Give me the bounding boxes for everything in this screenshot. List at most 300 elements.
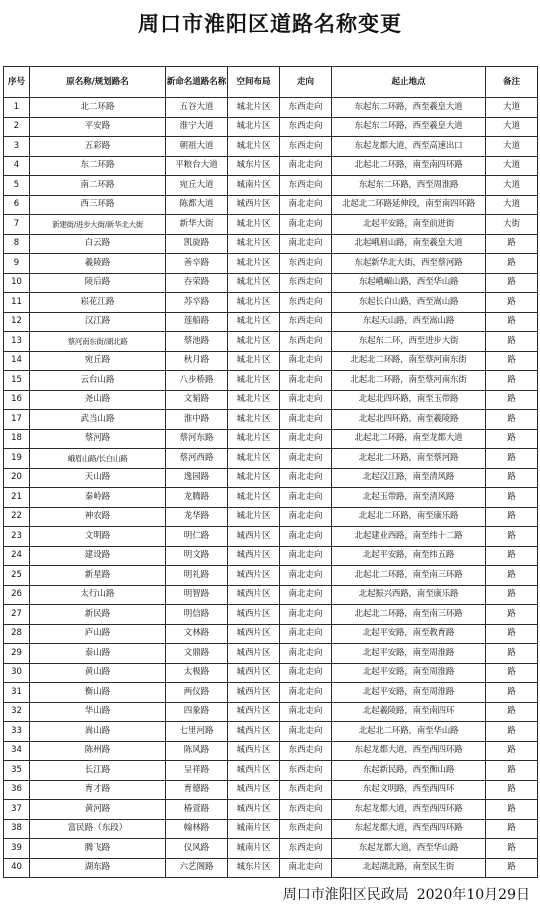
cell-endpoints: 东起新民路，西至衡山路 bbox=[332, 761, 486, 781]
cell-endpoints: 北起北二环路延伸段，南至南四环路 bbox=[332, 195, 486, 215]
header-old-name: 原名称/规划路名 bbox=[30, 67, 166, 98]
table-row bbox=[4, 858, 538, 878]
cell-endpoints: 东起龙都大道，西至西四环路 bbox=[332, 800, 486, 820]
cell-district: 城北片区 bbox=[228, 429, 280, 449]
cell-old-name: 华山路 bbox=[30, 702, 166, 722]
cell-new-name: 育德路 bbox=[166, 780, 228, 800]
cell-note: 路 bbox=[486, 644, 538, 664]
cell-note: 路 bbox=[486, 858, 538, 878]
cell-seq: 13 bbox=[4, 332, 30, 352]
cell-new-name: 明智路 bbox=[166, 585, 228, 605]
cell-endpoints: 北起羲陵路，南至南四环 bbox=[332, 702, 486, 722]
cell-note: 路 bbox=[486, 624, 538, 644]
cell-note: 路 bbox=[486, 839, 538, 859]
cell-note: 路 bbox=[486, 234, 538, 254]
cell-note: 路 bbox=[486, 780, 538, 800]
table-row bbox=[4, 800, 538, 820]
cell-direction: 南北走向 bbox=[280, 858, 332, 878]
cell-endpoints: 北起北二环路，南至蔡河南东街 bbox=[332, 351, 486, 371]
cell-note: 大街 bbox=[486, 215, 538, 235]
cell-note: 路 bbox=[486, 488, 538, 508]
header-seq: 序号 bbox=[4, 67, 30, 98]
table-row bbox=[4, 644, 538, 664]
cell-district: 城北片区 bbox=[228, 117, 280, 137]
cell-note: 路 bbox=[486, 429, 538, 449]
cell-new-name: 蔡河西路 bbox=[166, 449, 228, 469]
cell-endpoints: 北起平安路，南至周淮路 bbox=[332, 663, 486, 683]
cell-old-name: 泰山路 bbox=[30, 644, 166, 664]
table-row bbox=[4, 273, 538, 293]
table-row bbox=[4, 780, 538, 800]
table-row bbox=[4, 332, 538, 352]
cell-direction: 东西走向 bbox=[280, 800, 332, 820]
table-row bbox=[4, 605, 538, 625]
cell-direction: 东西走向 bbox=[280, 273, 332, 293]
table-row bbox=[4, 468, 538, 488]
cell-note: 路 bbox=[486, 566, 538, 586]
cell-direction: 南北走向 bbox=[280, 644, 332, 664]
cell-old-name: 神农路 bbox=[30, 507, 166, 527]
cell-new-name: 两仪路 bbox=[166, 683, 228, 703]
cell-note: 路 bbox=[486, 585, 538, 605]
cell-new-name: 七里河路 bbox=[166, 722, 228, 742]
cell-note: 路 bbox=[486, 371, 538, 391]
cell-old-name: 汉江路 bbox=[30, 312, 166, 332]
cell-direction: 南北走向 bbox=[280, 351, 332, 371]
cell-direction: 东西走向 bbox=[280, 332, 332, 352]
cell-new-name: 明文路 bbox=[166, 546, 228, 566]
table-row bbox=[4, 293, 538, 313]
cell-district: 城北片区 bbox=[228, 351, 280, 371]
cell-direction: 南北走向 bbox=[280, 527, 332, 547]
cell-seq: 36 bbox=[4, 780, 30, 800]
cell-district: 城北片区 bbox=[228, 137, 280, 157]
cell-old-name: 尧山路 bbox=[30, 390, 166, 410]
cell-district: 城北片区 bbox=[228, 312, 280, 332]
cell-seq: 29 bbox=[4, 644, 30, 664]
cell-new-name: 八步桥路 bbox=[166, 371, 228, 391]
cell-endpoints: 北起北二环路，南至南三环路 bbox=[332, 566, 486, 586]
cell-endpoints: 北起北四环路，南至玉带路 bbox=[332, 390, 486, 410]
cell-direction: 南北走向 bbox=[280, 546, 332, 566]
cell-seq: 20 bbox=[4, 468, 30, 488]
header-district: 空间布局 bbox=[228, 67, 280, 98]
cell-new-name: 五谷大道 bbox=[166, 98, 228, 118]
cell-direction: 东西走向 bbox=[280, 254, 332, 274]
cell-endpoints: 北起玉带路，南至清风路 bbox=[332, 488, 486, 508]
table-row bbox=[4, 351, 538, 371]
cell-direction: 南北走向 bbox=[280, 488, 332, 508]
cell-district: 城西片区 bbox=[228, 624, 280, 644]
cell-direction: 南北走向 bbox=[280, 371, 332, 391]
cell-old-name: 南二环路 bbox=[30, 176, 166, 196]
table-row bbox=[4, 585, 538, 605]
cell-note: 路 bbox=[486, 468, 538, 488]
cell-direction: 南北走向 bbox=[280, 449, 332, 469]
cell-endpoints: 北起建业西路，南至纬十二路 bbox=[332, 527, 486, 547]
cell-district: 城西片区 bbox=[228, 780, 280, 800]
cell-old-name: 庐山路 bbox=[30, 624, 166, 644]
cell-endpoints: 东起天山路，西至嵩山路 bbox=[332, 312, 486, 332]
cell-district: 城北片区 bbox=[228, 371, 280, 391]
cell-note: 路 bbox=[486, 741, 538, 761]
cell-old-name: 西三环路 bbox=[30, 195, 166, 215]
cell-endpoints: 东起龙都大道，西至西四环路 bbox=[332, 819, 486, 839]
cell-seq: 34 bbox=[4, 741, 30, 761]
cell-note: 大道 bbox=[486, 176, 538, 196]
cell-old-name: 宛丘路 bbox=[30, 351, 166, 371]
cell-old-name: 平安路 bbox=[30, 117, 166, 137]
cell-direction: 南北走向 bbox=[280, 390, 332, 410]
cell-endpoints: 东起新华北大街，西至蔡河路 bbox=[332, 254, 486, 274]
table-row bbox=[4, 566, 538, 586]
cell-seq: 28 bbox=[4, 624, 30, 644]
cell-seq: 21 bbox=[4, 488, 30, 508]
cell-endpoints: 东起长白山路，西至嵩山路 bbox=[332, 293, 486, 313]
table-row bbox=[4, 410, 538, 430]
table-row bbox=[4, 156, 538, 176]
cell-old-name: 秦岭路 bbox=[30, 488, 166, 508]
cell-district: 城西片区 bbox=[228, 683, 280, 703]
cell-new-name: 六艺阁路 bbox=[166, 858, 228, 878]
cell-new-name: 平粮台大道 bbox=[166, 156, 228, 176]
cell-seq: 3 bbox=[4, 137, 30, 157]
cell-district: 城西片区 bbox=[228, 605, 280, 625]
cell-note: 路 bbox=[486, 410, 538, 430]
cell-note: 路 bbox=[486, 761, 538, 781]
cell-seq: 11 bbox=[4, 293, 30, 313]
cell-district: 城北片区 bbox=[228, 390, 280, 410]
cell-new-name: 文韬路 bbox=[166, 390, 228, 410]
cell-old-name: 陈州路 bbox=[30, 741, 166, 761]
cell-endpoints: 东起文明路，西至西四环 bbox=[332, 780, 486, 800]
cell-new-name: 蔡河东路 bbox=[166, 429, 228, 449]
cell-old-name: 育才路 bbox=[30, 780, 166, 800]
cell-seq: 35 bbox=[4, 761, 30, 781]
cell-new-name: 善卒路 bbox=[166, 254, 228, 274]
cell-seq: 39 bbox=[4, 839, 30, 859]
cell-direction: 东西走向 bbox=[280, 137, 332, 157]
cell-new-name: 呈祥路 bbox=[166, 761, 228, 781]
table-row bbox=[4, 527, 538, 547]
cell-new-name: 新华大街 bbox=[166, 215, 228, 235]
cell-note: 路 bbox=[486, 683, 538, 703]
cell-direction: 东西走向 bbox=[280, 839, 332, 859]
cell-endpoints: 北起北二环路，南至龙都大道 bbox=[332, 429, 486, 449]
cell-seq: 33 bbox=[4, 722, 30, 742]
cell-seq: 5 bbox=[4, 176, 30, 196]
cell-district: 城北片区 bbox=[228, 468, 280, 488]
table-row bbox=[4, 507, 538, 527]
header-note: 备注 bbox=[486, 67, 538, 98]
table-row bbox=[4, 117, 538, 137]
cell-district: 城西片区 bbox=[228, 585, 280, 605]
cell-endpoints: 东起龙都大道，西至西四环路 bbox=[332, 741, 486, 761]
cell-old-name: 蔡河南东街/湖北路 bbox=[30, 332, 166, 352]
cell-old-name: 衡山路 bbox=[30, 683, 166, 703]
cell-direction: 东西走向 bbox=[280, 761, 332, 781]
cell-old-name: 北二环路 bbox=[30, 98, 166, 118]
cell-old-name: 新建街/进步大街/新华北大街 bbox=[30, 215, 166, 235]
cell-seq: 26 bbox=[4, 585, 30, 605]
cell-old-name: 新民路 bbox=[30, 605, 166, 625]
cell-new-name: 文林路 bbox=[166, 624, 228, 644]
cell-district: 城北片区 bbox=[228, 507, 280, 527]
cell-direction: 南北走向 bbox=[280, 507, 332, 527]
cell-district: 城北片区 bbox=[228, 488, 280, 508]
cell-note: 路 bbox=[486, 605, 538, 625]
cell-new-name: 椿萱路 bbox=[166, 800, 228, 820]
cell-seq: 30 bbox=[4, 663, 30, 683]
table-row bbox=[4, 371, 538, 391]
cell-note: 路 bbox=[486, 819, 538, 839]
cell-new-name: 朝祖大道 bbox=[166, 137, 228, 157]
cell-new-name: 翰林路 bbox=[166, 819, 228, 839]
cell-new-name: 吞荣路 bbox=[166, 273, 228, 293]
cell-direction: 南北走向 bbox=[280, 663, 332, 683]
cell-new-name: 宛丘大道 bbox=[166, 176, 228, 196]
cell-new-name: 四象路 bbox=[166, 702, 228, 722]
cell-direction: 南北走向 bbox=[280, 702, 332, 722]
cell-district: 城北片区 bbox=[228, 332, 280, 352]
cell-district: 城北片区 bbox=[228, 273, 280, 293]
cell-old-name: 腾飞路 bbox=[30, 839, 166, 859]
table-row bbox=[4, 624, 538, 644]
cell-direction: 南北走向 bbox=[280, 468, 332, 488]
cell-seq: 22 bbox=[4, 507, 30, 527]
cell-old-name: 黄河路 bbox=[30, 800, 166, 820]
cell-direction: 南北走向 bbox=[280, 566, 332, 586]
cell-note: 路 bbox=[486, 254, 538, 274]
cell-endpoints: 北起平安路，南至前进街 bbox=[332, 215, 486, 235]
cell-new-name: 龙华路 bbox=[166, 507, 228, 527]
table-row bbox=[4, 663, 538, 683]
cell-new-name: 秋月路 bbox=[166, 351, 228, 371]
cell-note: 路 bbox=[486, 722, 538, 742]
cell-endpoints: 东起龙都大道，西至高速出口 bbox=[332, 137, 486, 157]
cell-direction: 南北走向 bbox=[280, 683, 332, 703]
cell-old-name: 太行山路 bbox=[30, 585, 166, 605]
road-rename-table bbox=[3, 66, 538, 878]
cell-endpoints: 东起东二环，西至进步大街 bbox=[332, 332, 486, 352]
cell-seq: 31 bbox=[4, 683, 30, 703]
cell-note: 路 bbox=[486, 332, 538, 352]
cell-direction: 南北走向 bbox=[280, 722, 332, 742]
cell-old-name: 白云路 bbox=[30, 234, 166, 254]
cell-old-name: 羲陵路 bbox=[30, 254, 166, 274]
cell-old-name: 云台山路 bbox=[30, 371, 166, 391]
table-row bbox=[4, 390, 538, 410]
document-footer bbox=[200, 884, 530, 904]
cell-new-name: 凯旋路 bbox=[166, 234, 228, 254]
cell-direction: 东西走向 bbox=[280, 176, 332, 196]
cell-direction: 南北走向 bbox=[280, 624, 332, 644]
table-row bbox=[4, 98, 538, 118]
cell-endpoints: 东起东二环路，西至羲皇大道 bbox=[332, 117, 486, 137]
cell-old-name: 富民路（东段） bbox=[30, 819, 166, 839]
issue-date: 2020年10月29日 bbox=[416, 887, 530, 903]
cell-direction: 南北走向 bbox=[280, 195, 332, 215]
table-body bbox=[4, 98, 538, 878]
cell-seq: 38 bbox=[4, 819, 30, 839]
table-header bbox=[4, 67, 538, 98]
table-row bbox=[4, 176, 538, 196]
cell-seq: 4 bbox=[4, 156, 30, 176]
cell-note: 大道 bbox=[486, 195, 538, 215]
cell-endpoints: 北起振兴西路，南至康乐路 bbox=[332, 585, 486, 605]
cell-new-name: 蔡池路 bbox=[166, 332, 228, 352]
cell-seq: 8 bbox=[4, 234, 30, 254]
cell-endpoints: 北起平安路，南至周淮路 bbox=[332, 683, 486, 703]
cell-district: 城西片区 bbox=[228, 761, 280, 781]
cell-note: 路 bbox=[486, 273, 538, 293]
cell-endpoints: 北起平安路，南至教育路 bbox=[332, 624, 486, 644]
cell-seq: 37 bbox=[4, 800, 30, 820]
cell-district: 城北片区 bbox=[228, 293, 280, 313]
table-row bbox=[4, 429, 538, 449]
cell-old-name: 长江路 bbox=[30, 761, 166, 781]
cell-direction: 东西走向 bbox=[280, 293, 332, 313]
table-row bbox=[4, 234, 538, 254]
cell-new-name: 淮宁大道 bbox=[166, 117, 228, 137]
cell-endpoints: 东起龙都大道，西至华山路 bbox=[332, 839, 486, 859]
cell-old-name: 武当山路 bbox=[30, 410, 166, 430]
cell-note: 大道 bbox=[486, 98, 538, 118]
cell-district: 城南片区 bbox=[228, 176, 280, 196]
cell-district: 城西片区 bbox=[228, 546, 280, 566]
cell-district: 城西片区 bbox=[228, 702, 280, 722]
cell-seq: 12 bbox=[4, 312, 30, 332]
cell-old-name: 陵后路 bbox=[30, 273, 166, 293]
cell-new-name: 陈都大道 bbox=[166, 195, 228, 215]
cell-district: 城西片区 bbox=[228, 566, 280, 586]
cell-note: 路 bbox=[486, 293, 538, 313]
cell-old-name: 蔡河路 bbox=[30, 429, 166, 449]
cell-direction: 东西走向 bbox=[280, 312, 332, 332]
cell-new-name: 陈风路 bbox=[166, 741, 228, 761]
cell-new-name: 明信路 bbox=[166, 605, 228, 625]
cell-endpoints: 北起湖北路，南至民生街 bbox=[332, 858, 486, 878]
cell-note: 大道 bbox=[486, 117, 538, 137]
cell-note: 路 bbox=[486, 351, 538, 371]
cell-seq: 17 bbox=[4, 410, 30, 430]
cell-seq: 19 bbox=[4, 449, 30, 469]
cell-endpoints: 北起北二环路，南至蔡河南东街 bbox=[332, 371, 486, 391]
table-row bbox=[4, 137, 538, 157]
cell-endpoints: 北起北二环路，南至南三环路 bbox=[332, 605, 486, 625]
cell-note: 路 bbox=[486, 800, 538, 820]
cell-district: 城南片区 bbox=[228, 819, 280, 839]
cell-endpoints: 东起东二环路，西至周淮路 bbox=[332, 176, 486, 196]
cell-district: 城西片区 bbox=[228, 644, 280, 664]
cell-direction: 东西走向 bbox=[280, 117, 332, 137]
cell-note: 大道 bbox=[486, 156, 538, 176]
cell-district: 城西片区 bbox=[228, 527, 280, 547]
cell-district: 城西片区 bbox=[228, 800, 280, 820]
table-row bbox=[4, 702, 538, 722]
cell-new-name: 淮中路 bbox=[166, 410, 228, 430]
cell-seq: 25 bbox=[4, 566, 30, 586]
cell-note: 路 bbox=[486, 527, 538, 547]
cell-seq: 16 bbox=[4, 390, 30, 410]
document-title: 周口市淮阳区道路名称变更 bbox=[138, 11, 402, 36]
cell-old-name: 峨眉山路/长白山路 bbox=[30, 449, 166, 469]
cell-district: 城北片区 bbox=[228, 215, 280, 235]
cell-old-name: 黄山路 bbox=[30, 663, 166, 683]
cell-seq: 14 bbox=[4, 351, 30, 371]
cell-endpoints: 北起平安路，南至纬五路 bbox=[332, 546, 486, 566]
cell-new-name: 文鼎路 bbox=[166, 644, 228, 664]
cell-district: 城东片区 bbox=[228, 156, 280, 176]
cell-seq: 23 bbox=[4, 527, 30, 547]
table-row bbox=[4, 546, 538, 566]
cell-direction: 东西走向 bbox=[280, 741, 332, 761]
cell-note: 路 bbox=[486, 702, 538, 722]
cell-new-name: 明仁路 bbox=[166, 527, 228, 547]
table-row bbox=[4, 741, 538, 761]
cell-district: 城南片区 bbox=[228, 839, 280, 859]
cell-endpoints: 东起峨嵋山路，西至华山路 bbox=[332, 273, 486, 293]
table-row bbox=[4, 683, 538, 703]
table-row bbox=[4, 254, 538, 274]
cell-note: 大道 bbox=[486, 137, 538, 157]
cell-note: 路 bbox=[486, 663, 538, 683]
cell-district: 城西片区 bbox=[228, 663, 280, 683]
header-direction: 走向 bbox=[280, 67, 332, 98]
cell-endpoints: 北起北二环路，南至南四环路 bbox=[332, 156, 486, 176]
cell-note: 路 bbox=[486, 507, 538, 527]
header-endpoints: 起止地点 bbox=[332, 67, 486, 98]
cell-seq: 2 bbox=[4, 117, 30, 137]
cell-new-name: 莲船路 bbox=[166, 312, 228, 332]
cell-new-name: 逸园路 bbox=[166, 468, 228, 488]
cell-endpoints: 北起峨眉山路，南至羲皇大道 bbox=[332, 234, 486, 254]
cell-seq: 15 bbox=[4, 371, 30, 391]
cell-direction: 东西走向 bbox=[280, 819, 332, 839]
cell-old-name: 天山路 bbox=[30, 468, 166, 488]
cell-old-name: 湖东路 bbox=[30, 858, 166, 878]
issuer-name: 周口市淮阳区民政局 bbox=[282, 887, 409, 903]
cell-note: 路 bbox=[486, 449, 538, 469]
cell-direction: 南北走向 bbox=[280, 156, 332, 176]
cell-old-name: 东二环路 bbox=[30, 156, 166, 176]
cell-new-name: 仪风路 bbox=[166, 839, 228, 859]
cell-new-name: 苏卒路 bbox=[166, 293, 228, 313]
cell-seq: 9 bbox=[4, 254, 30, 274]
cell-direction: 东西走向 bbox=[280, 98, 332, 118]
cell-endpoints: 东起东二环路，西至羲皇大道 bbox=[332, 98, 486, 118]
table-row bbox=[4, 215, 538, 235]
cell-seq: 7 bbox=[4, 215, 30, 235]
table-row bbox=[4, 488, 538, 508]
header-new-name: 新命名道路名称 bbox=[166, 67, 228, 98]
cell-old-name: 建设路 bbox=[30, 546, 166, 566]
cell-direction: 南北走向 bbox=[280, 429, 332, 449]
cell-note: 路 bbox=[486, 546, 538, 566]
cell-old-name: 崧花江路 bbox=[30, 293, 166, 313]
cell-endpoints: 北起平安路，南至周淮路 bbox=[332, 644, 486, 664]
cell-direction: 南北走向 bbox=[280, 215, 332, 235]
table-row bbox=[4, 449, 538, 469]
cell-old-name: 嵩山路 bbox=[30, 722, 166, 742]
cell-seq: 10 bbox=[4, 273, 30, 293]
cell-district: 城北片区 bbox=[228, 254, 280, 274]
cell-endpoints: 北起北二环路，南至康乐路 bbox=[332, 507, 486, 527]
cell-direction: 南北走向 bbox=[280, 585, 332, 605]
cell-seq: 24 bbox=[4, 546, 30, 566]
cell-note: 路 bbox=[486, 312, 538, 332]
cell-seq: 27 bbox=[4, 605, 30, 625]
